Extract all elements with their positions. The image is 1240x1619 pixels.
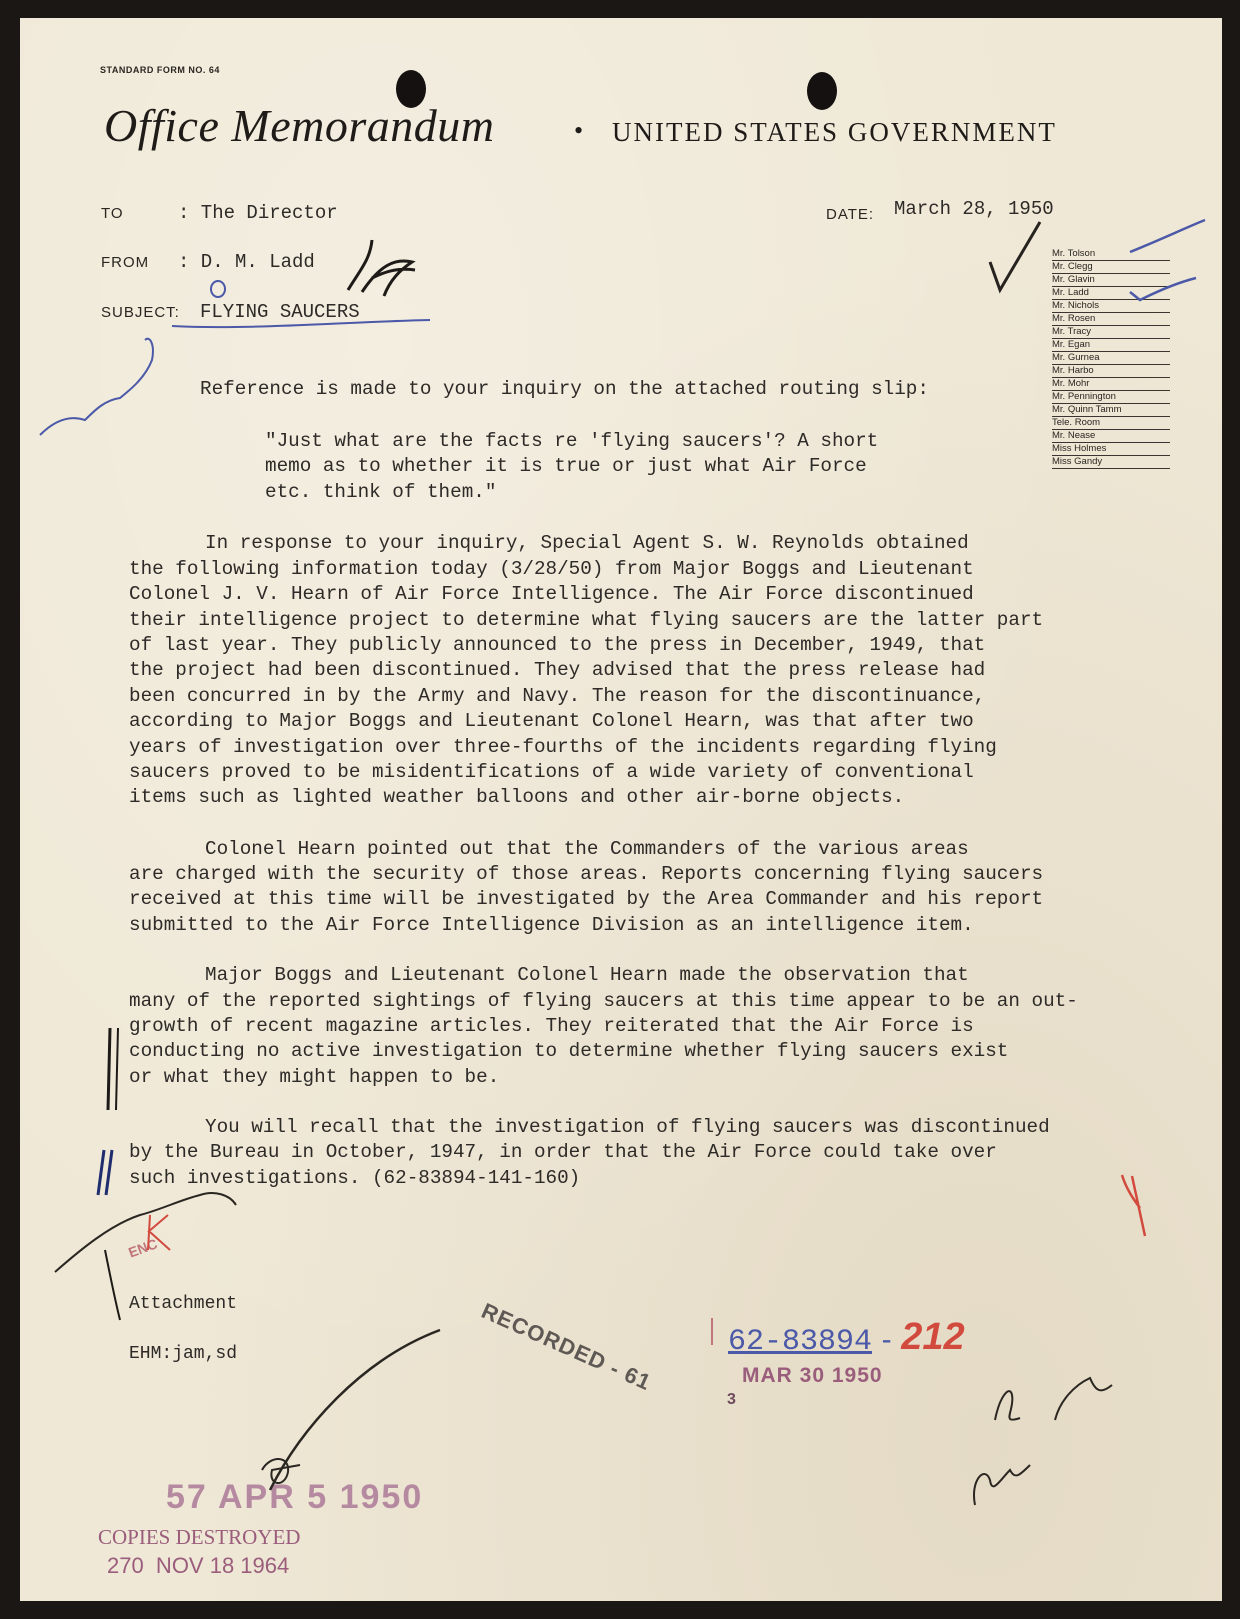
routing-list-item: Mr. Egan [1052, 339, 1170, 352]
paragraph2-line: Colonel Hearn pointed out that the Commanders of the various areas [205, 838, 969, 860]
paragraph1-line: saucers proved to be misidentifications of a wide variety of conventional [129, 761, 974, 783]
routing-list-item: Mr. Tolson [1052, 248, 1170, 261]
paragraph3-line: many of the reported sightings of flying saucers at this time appear to be an out- [129, 990, 1078, 1012]
file-number-group [728, 1316, 965, 1359]
paragraph1-line: their intelligence project to determine what flying saucers are the latter part [129, 609, 1044, 631]
routing-list-item: Miss Gandy [1052, 456, 1170, 469]
paragraph1-line: according to Major Boggs and Lieutenant Colonel Hearn, was that after two [129, 710, 974, 732]
routing-list-item: Mr. Harbo [1052, 365, 1170, 378]
paragraph2-line: are charged with the security of those areas. Reports concerning flying saucers [129, 863, 1044, 885]
routing-list-item: Mr. Nichols [1052, 300, 1170, 313]
paragraph1-line: In response to your inquiry, Special Agent S. W. Reynolds obtained [205, 532, 969, 554]
received-date-stamp: MAR 30 1950 [742, 1364, 883, 1387]
to-value: : The Director [178, 202, 338, 224]
quote-line: "Just what are the facts re 'flying saucers'? A short [265, 430, 879, 452]
date-label: DATE: [826, 206, 875, 223]
paragraph3-line: conducting no active investigation to determine whether flying saucers exist [129, 1040, 1009, 1062]
subject-label: SUBJECT: [101, 304, 180, 321]
file-number-dash: - [881, 1323, 892, 1356]
date-value: March 28, 1950 [894, 198, 1054, 220]
from-value: : D. M. Ladd [178, 251, 315, 273]
routing-list-item: Mr. Tracy [1052, 326, 1170, 339]
paragraph3-line: Major Boggs and Lieutenant Colonel Hearn made the observation that [205, 964, 969, 986]
reference-line: Reference is made to your inquiry on the attached routing slip: [200, 378, 929, 400]
routing-list-item: Miss Holmes [1052, 443, 1170, 456]
routing-list-item: Mr. Glavin [1052, 274, 1170, 287]
paragraph1-line: items such as lighted weather balloons and other air-borne objects. [129, 786, 905, 808]
routing-list-item: Mr. Ladd [1052, 287, 1170, 300]
subject-value: FLYING SAUCERS [200, 301, 360, 323]
from-label: FROM [101, 254, 150, 271]
file-number-red: 212 [901, 1316, 965, 1358]
apr-date-stamp: 57 APR 5 1950 [166, 1478, 424, 1516]
paragraph1-line: Colonel J. V. Hearn of Air Force Intelligence. The Air Force discontinued [129, 583, 974, 605]
copies-destroyed-stamp: COPIES DESTROYED [98, 1525, 301, 1549]
memo-title: Office Memorandum [104, 100, 495, 151]
paragraph1-line: the project had been discontinued. They advised that the press release had [129, 659, 986, 681]
punch-hole-right [807, 72, 837, 110]
received-stamp-number: 3 [727, 1391, 736, 1408]
quote-line: etc. think of them." [265, 481, 497, 503]
routing-list-item: Mr. Pennington [1052, 391, 1170, 404]
routing-list-item: Mr. Mohr [1052, 378, 1170, 391]
to-label: TO [101, 205, 124, 222]
paragraph3-line: growth of recent magazine articles. They reiterated that the Air Force is [129, 1015, 974, 1037]
paragraph1-line: the following information today (3/28/50) from Major Boggs and Lieutenant [129, 558, 974, 580]
routing-list-item: Mr. Clegg [1052, 261, 1170, 274]
paragraph2-line: received at this time will be investigated by the Area Commander and his report [129, 888, 1044, 910]
attachment-note: Attachment [129, 1294, 238, 1314]
paragraph2-line: submitted to the Air Force Intelligence Division as an intelligence item. [129, 914, 974, 936]
paragraph1-line: of last year. They publicly announced to the press in December, 1949, that [129, 634, 986, 656]
routing-list-item: Mr. Quinn Tamm [1052, 404, 1170, 417]
routing-list-item: Tele. Room [1052, 417, 1170, 430]
typist-initials: EHM:jam,sd [129, 1344, 238, 1364]
file-number-typed: 62-83894 [728, 1325, 873, 1359]
paragraph4-line: by the Bureau in October, 1947, in order that the Air Force could take over [129, 1141, 997, 1163]
routing-list-item: Mr. Gurnea [1052, 352, 1170, 365]
paragraph1-line: years of investigation over three-fourths of the incidents regarding flying [129, 736, 997, 758]
routing-list-item: Mr. Nease [1052, 430, 1170, 443]
form-number: STANDARD FORM NO. 64 [100, 65, 220, 75]
title-separator: • [574, 116, 584, 145]
paragraph4-line: such investigations. (62-83894-141-160) [129, 1167, 581, 1189]
routing-list-item: Mr. Rosen [1052, 313, 1170, 326]
enc-stamp: ENC [126, 1235, 160, 1261]
paragraph3-line: or what they might happen to be. [129, 1066, 500, 1088]
destroyed-date-stamp: 270 NOV 18 1964 [107, 1553, 290, 1578]
quote-line: memo as to whether it is true or just what Air Force [265, 455, 867, 477]
recorded-stamp: RECORDED - 61 [477, 1298, 656, 1396]
paragraph1-line: been concurred in by the Army and Navy. The reason for the discontinuance, [129, 685, 986, 707]
paragraph4-line: You will recall that the investigation of flying saucers was discontinued [205, 1116, 1050, 1138]
government-heading: UNITED STATES GOVERNMENT [612, 117, 1057, 147]
routing-list [1052, 248, 1170, 469]
